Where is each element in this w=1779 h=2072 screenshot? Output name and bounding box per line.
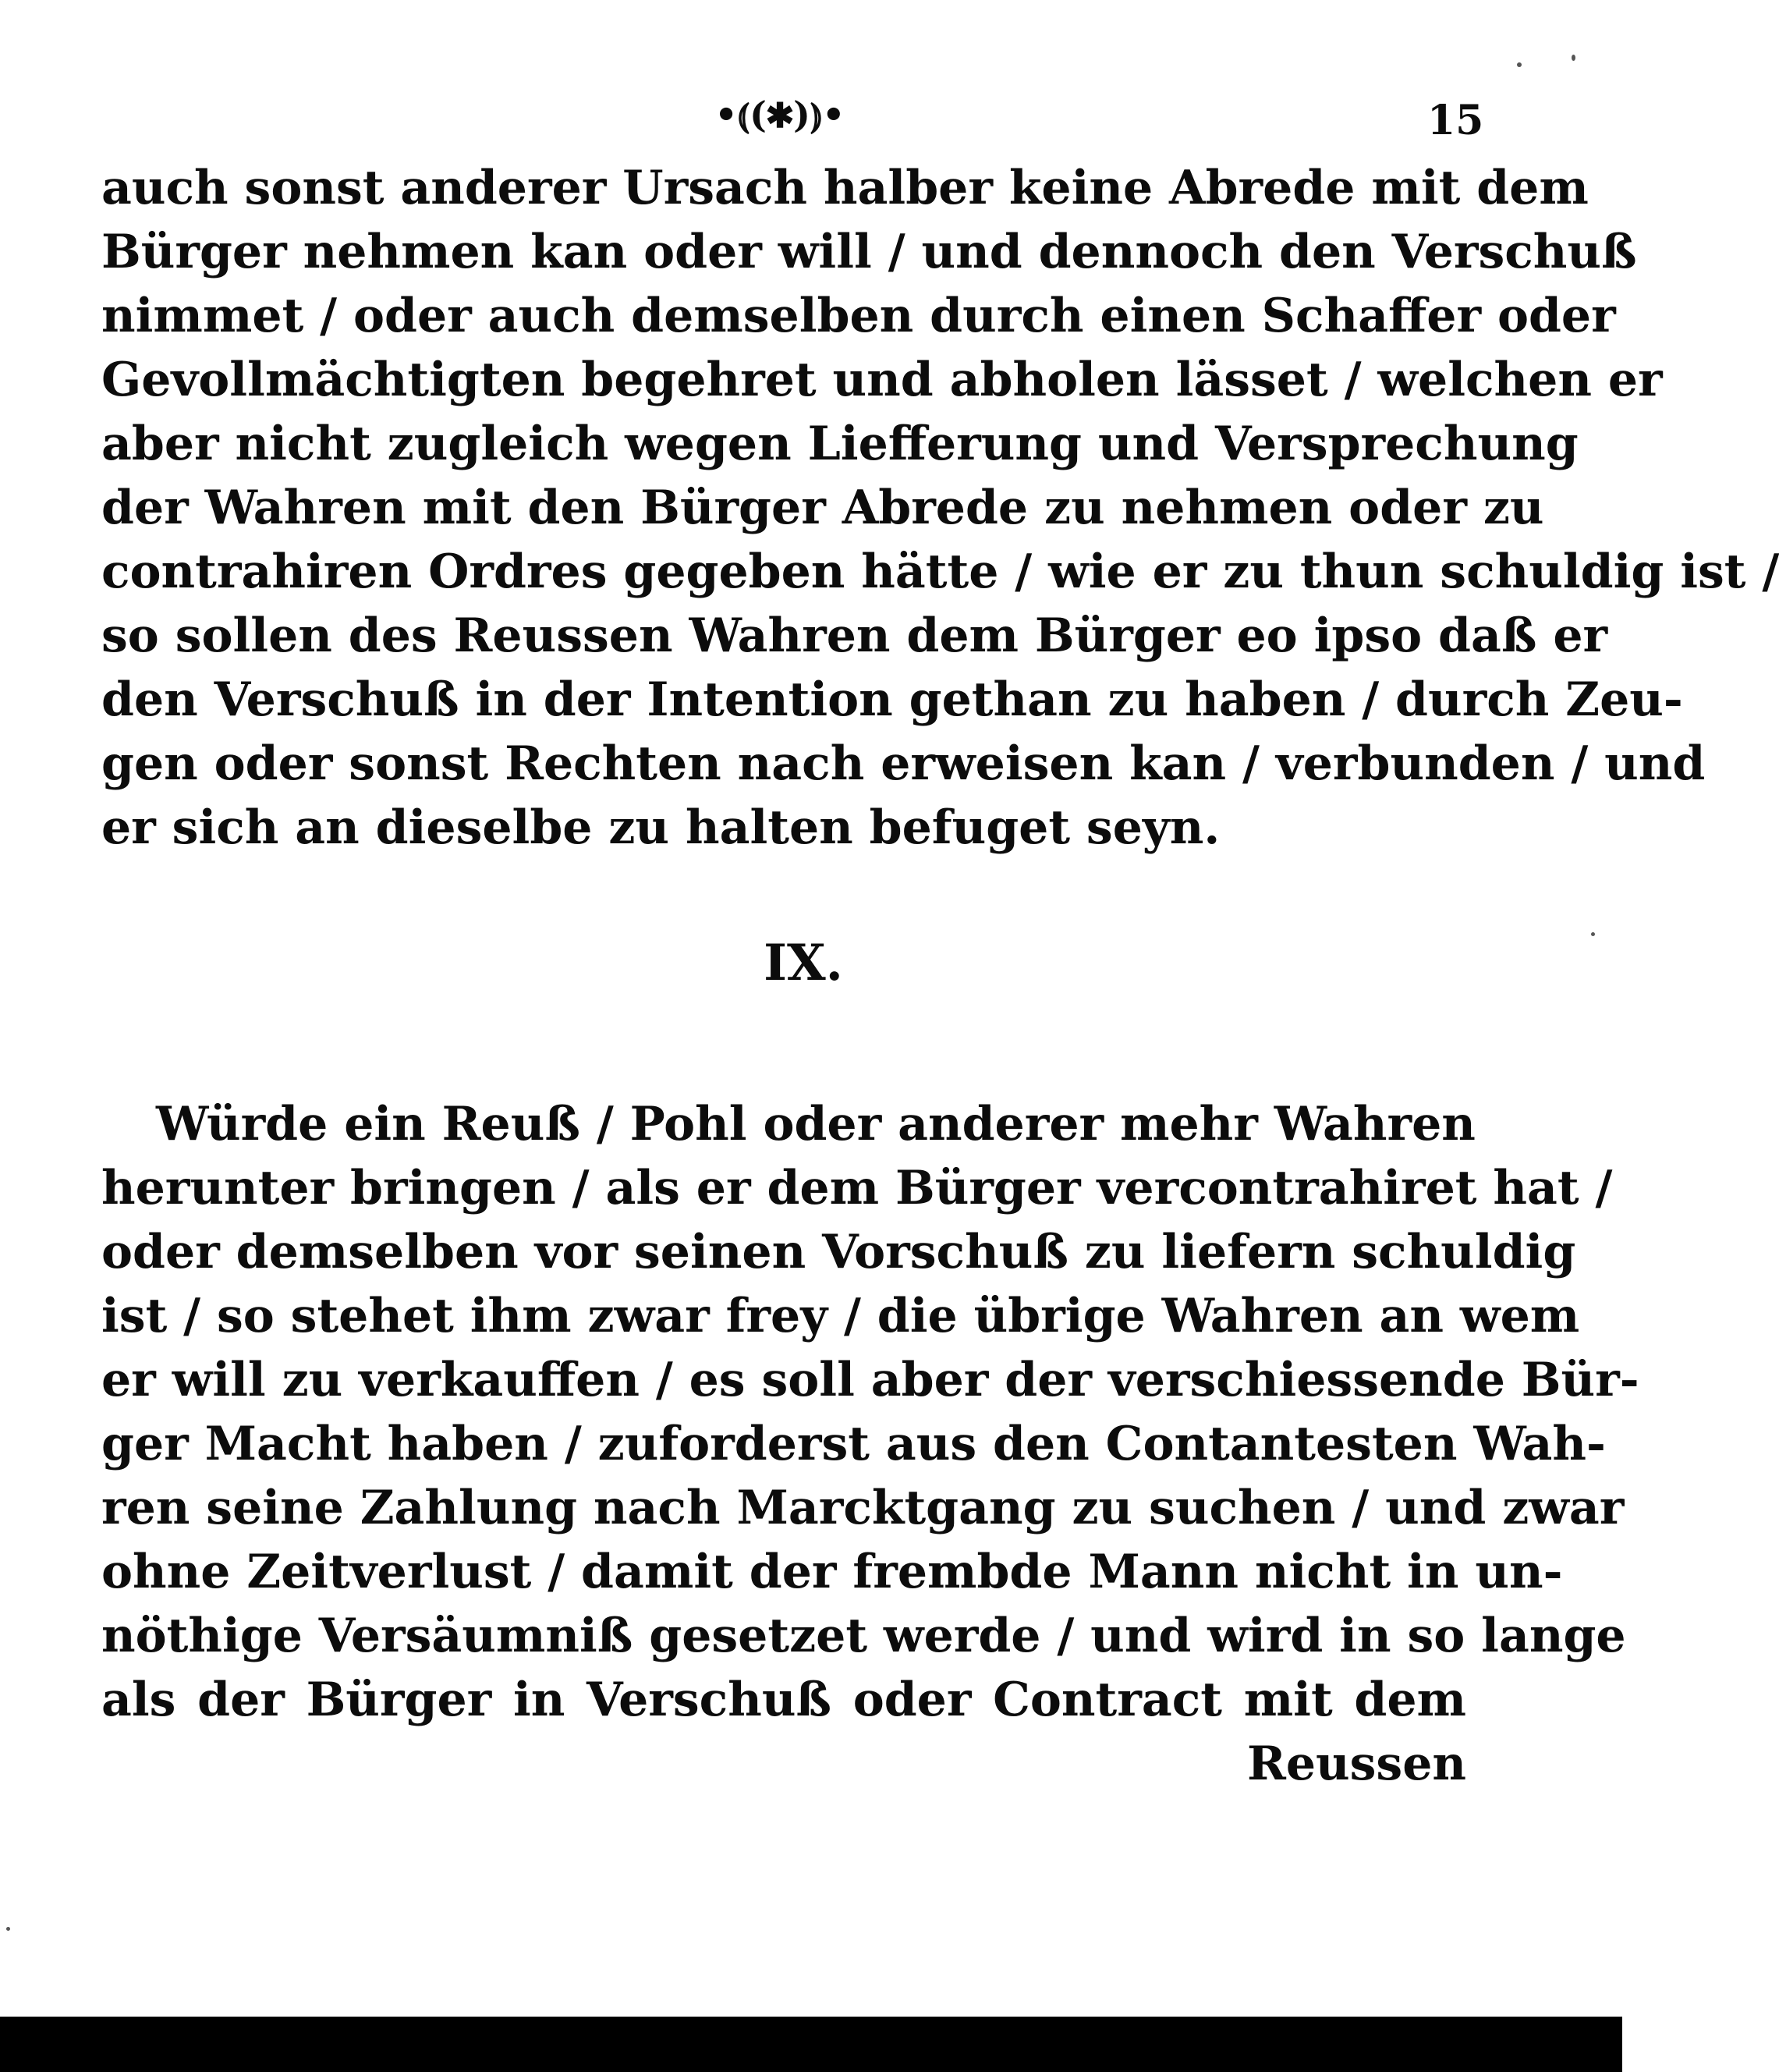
text-line: den Verschuß in der Intention gethan zu haben / durch Zeu- bbox=[101, 672, 1683, 727]
paragraph-2 bbox=[101, 1092, 1639, 1796]
text-line: herunter bringen / als er dem Bürger vercontrahiret hat / bbox=[101, 1161, 1613, 1215]
text-line: oder demselben vor seinen Vorschuß zu liefern schuldig bbox=[101, 1225, 1576, 1279]
page-number: 15 bbox=[1427, 97, 1484, 144]
scan-speck bbox=[1572, 55, 1575, 61]
text-line: aber nicht zugleich wegen Liefferung und Versprechung bbox=[101, 417, 1579, 471]
text-line: Bürger nehmen kan oder will / und dennoch den Verschuß bbox=[101, 225, 1637, 279]
text-line: ger Macht haben / zuforderst aus den Contantesten Wah- bbox=[101, 1417, 1606, 1471]
catchword: Reussen bbox=[1246, 1737, 1466, 1791]
text-line: auch sonst anderer Ursach halber keine Abrede mit dem bbox=[101, 161, 1589, 215]
text-line: ren seine Zahlung nach Marcktgang zu suchen / und zwar bbox=[101, 1481, 1625, 1535]
text-line: so sollen des Reussen Wahren dem Bürger eo ipso daß er bbox=[101, 608, 1608, 663]
text-line: Gevollmächtigten begehret und abholen lässet / welchen er bbox=[101, 353, 1663, 407]
running-head: •⦅(✱)⦆• bbox=[714, 94, 845, 136]
text-line: ist / so stehet ihm zwar frey / die übrige Wahren an wem bbox=[101, 1289, 1580, 1343]
scan-border bbox=[0, 2017, 1622, 2072]
section-heading: IX. bbox=[764, 934, 843, 992]
text-line: er will zu verkauffen / es soll aber der verschiessende Bür- bbox=[101, 1353, 1639, 1407]
text-line: nimmet / oder auch demselben durch einen Schaffer oder bbox=[101, 289, 1616, 343]
text-line: nöthige Versäumniß gesetzet werde / und wird in so lange bbox=[101, 1609, 1626, 1663]
paragraph-1 bbox=[101, 156, 1779, 860]
text-line: als der Bürger in Verschuß oder Contract mit dem bbox=[101, 1673, 1466, 1727]
text-line: ohne Zeitverlust / damit der frembde Mann nicht in un- bbox=[101, 1545, 1563, 1599]
scan-speck bbox=[1517, 62, 1522, 67]
text-line: gen oder sonst Rechten nach erweisen kan / verbunden / und bbox=[101, 736, 1706, 791]
text-line: contrahiren Ordres gegeben hätte / wie er zu thun schuldig ist / bbox=[101, 545, 1779, 599]
text-line: er sich an dieselbe zu halten befuget seyn. bbox=[101, 800, 1221, 855]
scan-speck bbox=[1591, 932, 1595, 936]
scan-speck bbox=[6, 1927, 10, 1931]
text-line: der Wahren mit den Bürger Abrede zu nehmen oder zu bbox=[101, 481, 1544, 535]
text-line: Würde ein Reuß / Pohl oder anderer mehr Wahren bbox=[156, 1097, 1476, 1151]
